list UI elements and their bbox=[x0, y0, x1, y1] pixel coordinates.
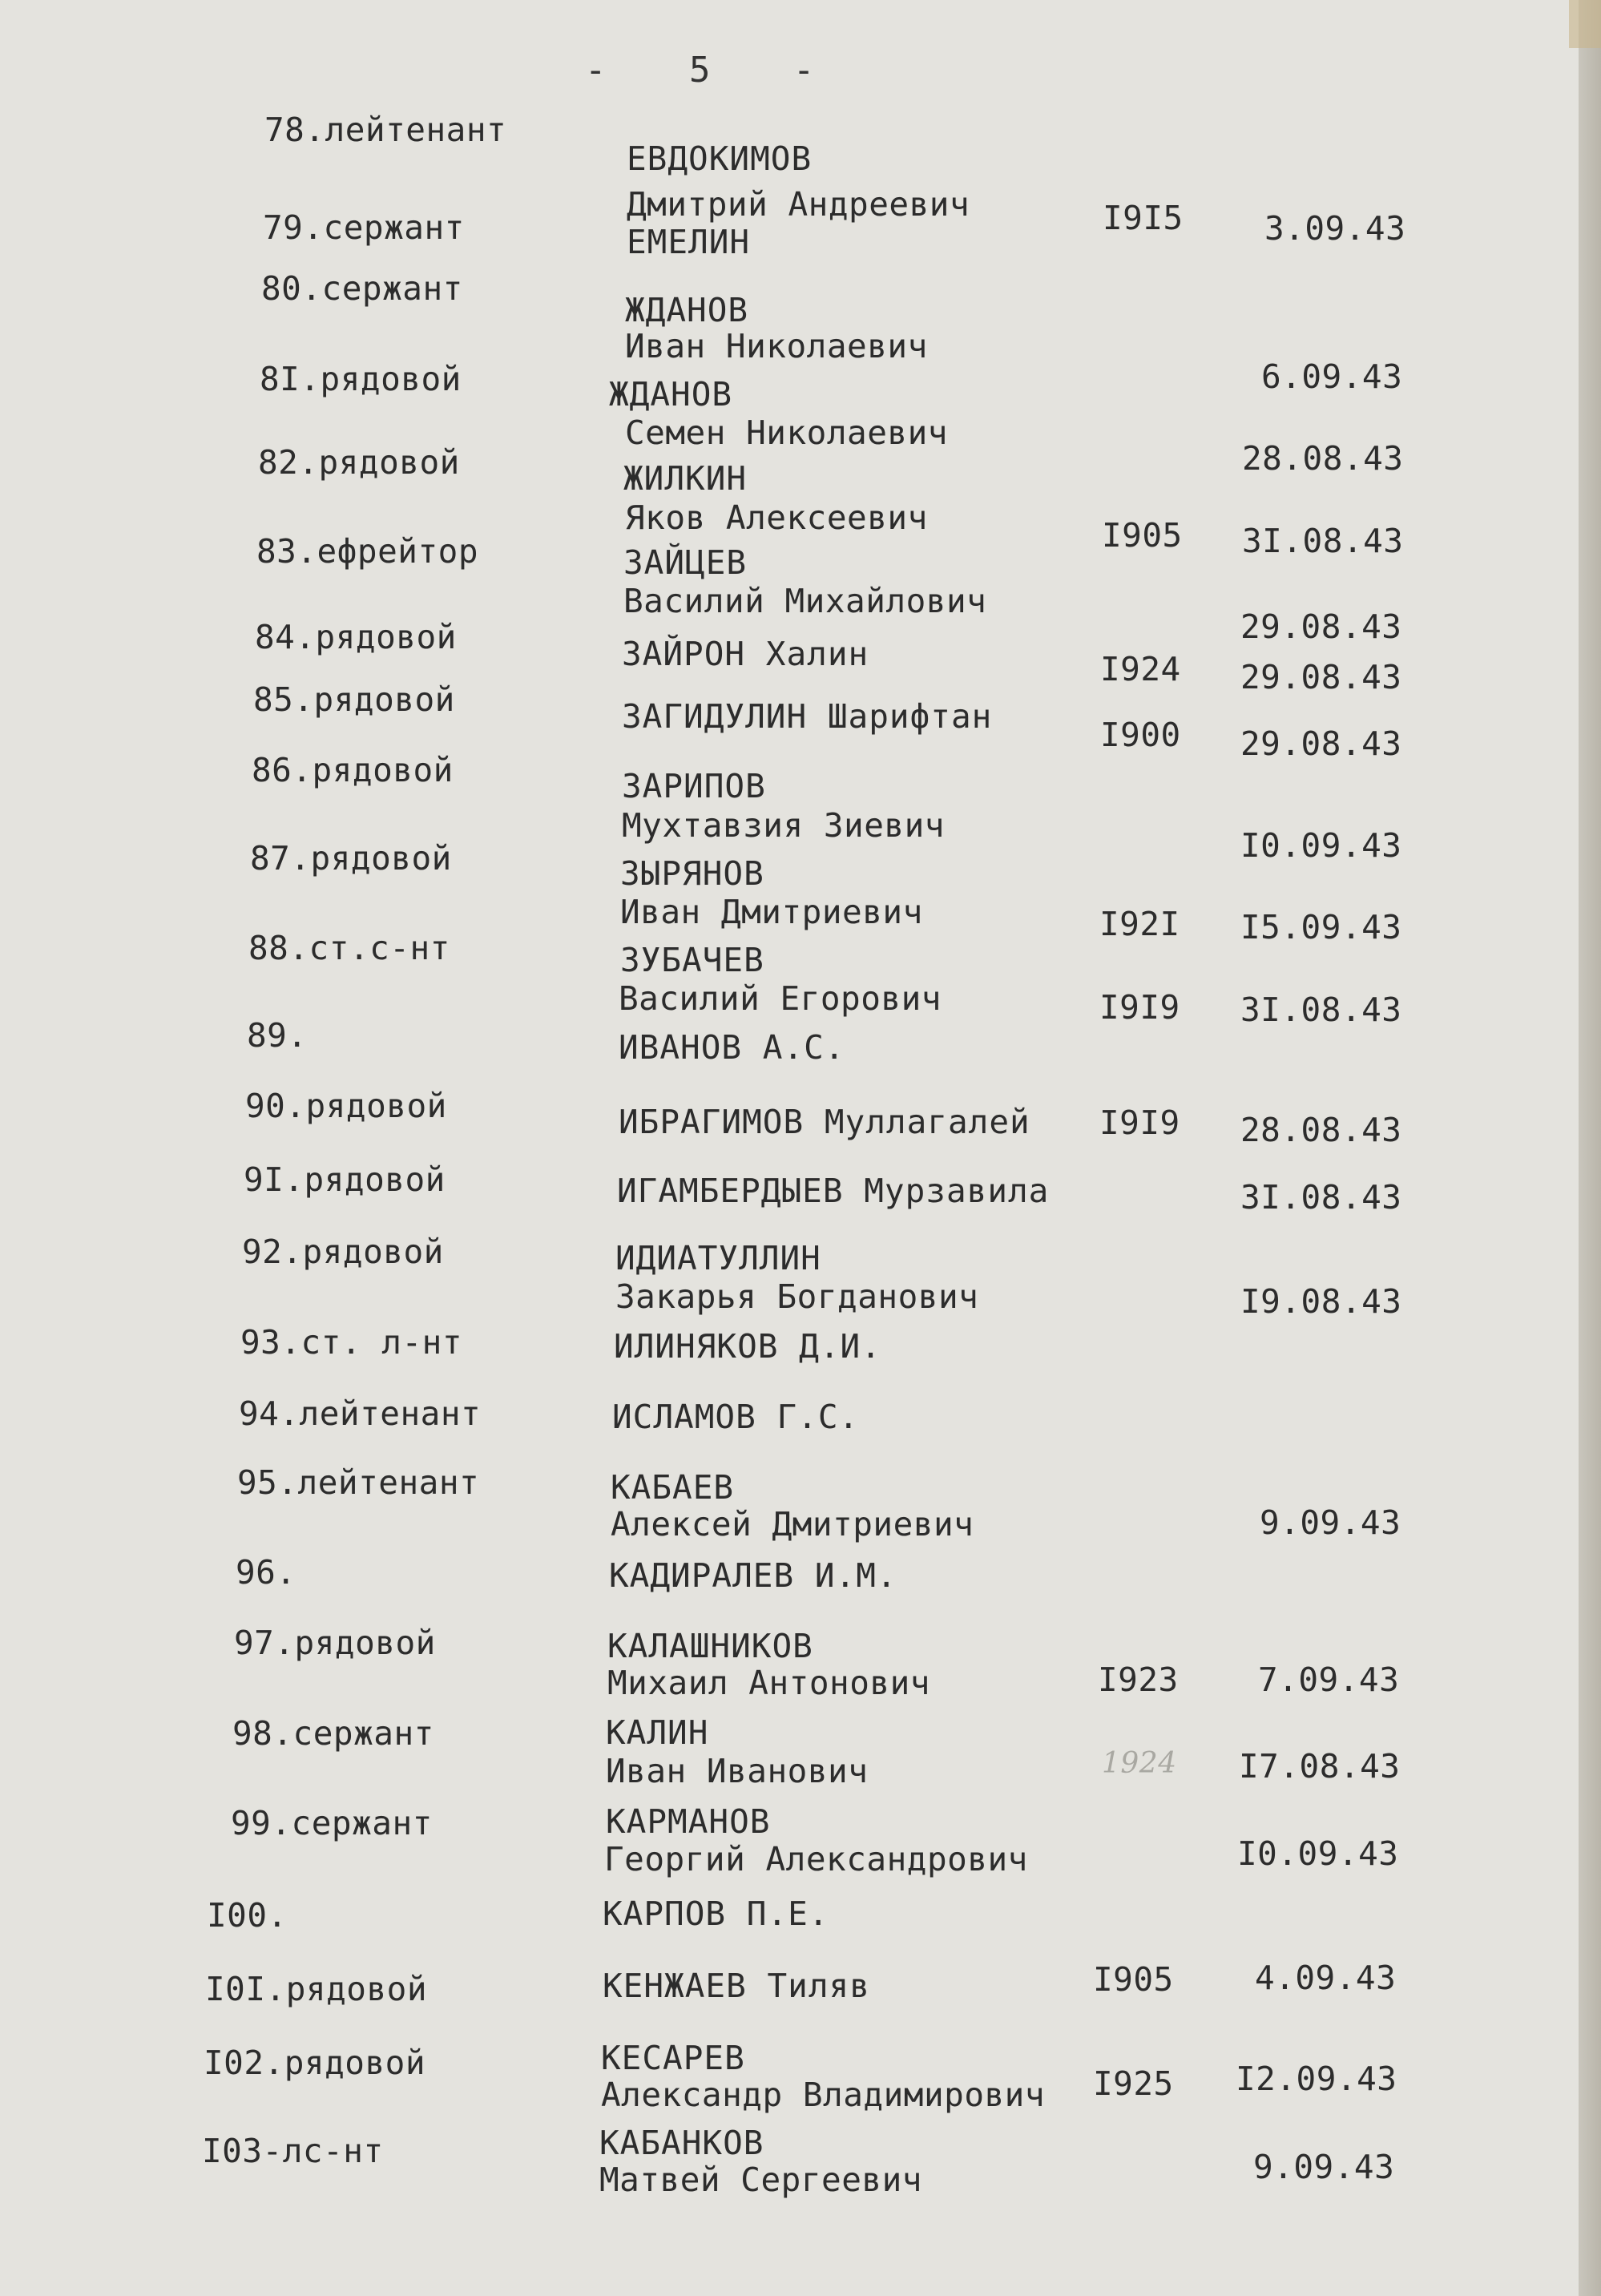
entry-88-number-rank: 88.ст.с-нт bbox=[248, 929, 450, 967]
entry-92-surname: ИДИАТУЛЛИН bbox=[615, 1239, 821, 1277]
entry-92-date: I9.08.43 bbox=[1240, 1282, 1402, 1321]
entry-93-surname: ИЛИНЯКОВ Д.И. bbox=[614, 1327, 881, 1366]
entry-100-number-rank: I00. bbox=[207, 1896, 288, 1935]
entry-103-number-rank: I03-лс-нт bbox=[202, 2132, 384, 2170]
page-corner bbox=[1569, 0, 1601, 48]
entry-83-date: 29.08.43 bbox=[1240, 607, 1402, 646]
entry-100-surname: КАРПОВ П.Е. bbox=[603, 1895, 829, 1933]
entry-79-surname: ЕМЕЛИН bbox=[627, 223, 751, 261]
entry-82-date: 3I.08.43 bbox=[1242, 522, 1404, 560]
entry-88-surname: ЗУБАЧЕВ bbox=[620, 941, 764, 979]
entry-97-surname: КАЛАШНИКОВ bbox=[607, 1627, 813, 1665]
entry-95-given-name: Алексей Дмитриевич bbox=[611, 1505, 974, 1543]
entry-84-date: 29.08.43 bbox=[1240, 658, 1402, 696]
entry-90-date: 28.08.43 bbox=[1240, 1111, 1402, 1149]
entry-103-given-name: Матвей Сергеевич bbox=[599, 2161, 922, 2199]
entry-98-surname: КАЛИН bbox=[606, 1713, 709, 1752]
entry-85-year: I900 bbox=[1100, 716, 1181, 754]
entry-97-given-name: Михаил Антонович bbox=[607, 1664, 930, 1702]
entry-98-date: I7.08.43 bbox=[1239, 1747, 1401, 1786]
entry-98-number-rank: 98.сержант bbox=[232, 1714, 434, 1753]
entry-99-surname: КАРМАНОВ bbox=[606, 1802, 771, 1841]
entry-101-date: 4.09.43 bbox=[1255, 1959, 1397, 1997]
entry-87-year: I92I bbox=[1099, 905, 1180, 943]
entry-95-surname: КАБАЕВ bbox=[611, 1468, 735, 1507]
entry-81-number-rank: 8I.рядовой bbox=[260, 360, 462, 398]
entry-103-surname: КАБАНКОВ bbox=[599, 2124, 764, 2162]
entry-102-given-name: Александр Владимирович bbox=[601, 2076, 1046, 2114]
entry-82-given-name: Яков Алексеевич bbox=[625, 498, 928, 537]
entry-90-year: I9I9 bbox=[1099, 1104, 1180, 1142]
entry-96-surname: КАДИРАЛЕВ И.М. bbox=[609, 1556, 897, 1595]
entry-97-year: I923 bbox=[1098, 1660, 1179, 1699]
pencil-note: 1924 bbox=[1102, 1747, 1177, 1780]
entry-83-given-name: Василий Михайлович bbox=[623, 582, 987, 620]
entry-84-year: I924 bbox=[1100, 650, 1181, 688]
entry-81-date: 28.08.43 bbox=[1242, 439, 1404, 478]
entry-99-number-rank: 99.сержант bbox=[231, 1804, 433, 1842]
entry-90-surname: ИБРАГИМОВ Муллагалей bbox=[619, 1103, 1030, 1141]
entry-102-number-rank: I02.рядовой bbox=[204, 2044, 426, 2082]
entry-87-surname: ЗЫРЯНОВ bbox=[620, 854, 764, 893]
entry-84-number-rank: 84.рядовой bbox=[255, 618, 457, 656]
entry-95-date: 9.09.43 bbox=[1260, 1503, 1401, 1542]
entry-86-surname: ЗАРИПОВ bbox=[622, 767, 766, 805]
page-edge bbox=[1579, 0, 1601, 2296]
entry-78-surname: ЕВДОКИМОВ bbox=[627, 139, 813, 178]
entry-88-date: 3I.08.43 bbox=[1240, 991, 1402, 1029]
entry-83-surname: ЗАЙЦЕВ bbox=[623, 543, 748, 582]
entry-101-year: I905 bbox=[1093, 1960, 1174, 1999]
entry-91-surname: ИГАМБЕРДЫЕВ Мурзавила bbox=[617, 1172, 1050, 1210]
entry-103-date: 9.09.43 bbox=[1253, 2148, 1395, 2186]
entry-94-number-rank: 94.лейтенант bbox=[239, 1394, 482, 1433]
entry-87-date: I5.09.43 bbox=[1240, 908, 1402, 946]
entry-90-number-rank: 90.рядовой bbox=[245, 1087, 447, 1125]
entry-78-date: 3.09.43 bbox=[1264, 209, 1406, 248]
entry-102-surname: КЕСАРЕВ bbox=[601, 2039, 745, 2077]
entry-78-number-rank: 78.лейтенант bbox=[264, 111, 507, 149]
entry-94-surname: ИСЛАМОВ Г.С. bbox=[612, 1398, 860, 1436]
entry-78-year: I9I5 bbox=[1103, 199, 1184, 237]
entry-80-surname: ЖДАНОВ bbox=[625, 291, 749, 329]
entry-99-given-name: Георгий Александрович bbox=[604, 1840, 1028, 1878]
entry-89-number-rank: 89. bbox=[247, 1016, 308, 1055]
entry-82-surname: ЖИЛКИН bbox=[623, 459, 748, 498]
entry-85-number-rank: 85.рядовой bbox=[253, 680, 455, 719]
entry-97-date: 7.09.43 bbox=[1258, 1660, 1400, 1699]
entry-91-date: 3I.08.43 bbox=[1240, 1178, 1402, 1217]
entry-87-number-rank: 87.рядовой bbox=[250, 839, 452, 878]
entry-85-date: 29.08.43 bbox=[1240, 724, 1402, 763]
entry-102-date: I2.09.43 bbox=[1236, 2060, 1397, 2098]
entry-80-number-rank: 80.сержант bbox=[261, 269, 463, 308]
entry-96-number-rank: 96. bbox=[236, 1553, 296, 1592]
entry-92-given-name: Закарья Богданович bbox=[615, 1277, 979, 1316]
entry-79-number-rank: 79.сержант bbox=[263, 208, 465, 247]
entry-88-year: I9I9 bbox=[1099, 988, 1180, 1027]
entry-89-surname: ИВАНОВ А.С. bbox=[619, 1028, 845, 1067]
entry-98-given-name: Иван Иванович bbox=[606, 1752, 869, 1790]
entry-95-number-rank: 95.лейтенант bbox=[237, 1463, 480, 1502]
entry-86-given-name: Мухтавзия Зиевич bbox=[622, 806, 945, 845]
entry-83-number-rank: 83.ефрейтор bbox=[256, 532, 479, 571]
entry-101-surname: КЕНЖАЕВ Тиляв bbox=[603, 1967, 870, 2005]
entry-101-number-rank: I0I.рядовой bbox=[205, 1970, 428, 2008]
entry-92-number-rank: 92.рядовой bbox=[242, 1233, 444, 1271]
entry-80-given-name: Иван Николаевич bbox=[625, 327, 928, 365]
entry-81-given-name: Семен Николаевич bbox=[625, 414, 948, 452]
entry-97-number-rank: 97.рядовой bbox=[234, 1624, 436, 1662]
entry-93-number-rank: 93.ст. л-нт bbox=[240, 1323, 463, 1362]
page-number: - 5 - bbox=[585, 50, 820, 91]
entry-99-date: I0.09.43 bbox=[1237, 1834, 1399, 1873]
entry-88-given-name: Василий Егорович bbox=[619, 979, 942, 1018]
entry-85-surname: ЗАГИДУЛИН Шарифтан bbox=[622, 697, 993, 736]
entry-86-date: I0.09.43 bbox=[1240, 826, 1402, 865]
entry-81-surname: ЖДАНОВ bbox=[609, 375, 733, 414]
entry-102-year: I925 bbox=[1093, 2064, 1174, 2103]
entry-80-date: 6.09.43 bbox=[1261, 357, 1403, 396]
entry-84-surname: ЗАЙРОН Халин bbox=[622, 635, 869, 673]
entry-91-number-rank: 9I.рядовой bbox=[244, 1160, 446, 1199]
entry-82-number-rank: 82.рядовой bbox=[258, 443, 460, 482]
entry-86-number-rank: 86.рядовой bbox=[252, 751, 454, 789]
entry-87-given-name: Иван Дмитриевич bbox=[620, 893, 923, 931]
entry-82-year: I905 bbox=[1102, 516, 1183, 555]
entry-78-given-name: Дмитрий Андреевич bbox=[627, 185, 970, 224]
